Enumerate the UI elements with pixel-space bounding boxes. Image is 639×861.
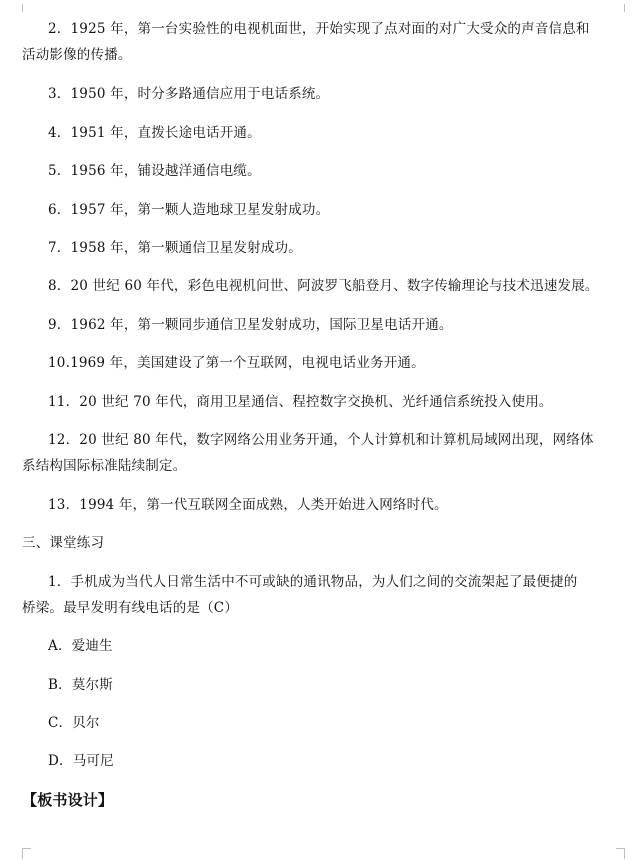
history-item-5: 5．1956 年，铺设越洋通信电缆。 bbox=[48, 163, 261, 179]
history-item-11: 11．20 世纪 70 年代，商用卫星通信、程控数字交换机、光纤通信系统投入使用。 bbox=[48, 394, 553, 410]
history-item-12: 12．20 世纪 80 年代，数字网络公用业务开通，个人计算机和计算机局域网出现，网络体 bbox=[48, 432, 594, 448]
history-item-3: 3．1950 年，时分多路通信应用于电话系统。 bbox=[48, 86, 330, 102]
history-item-4: 4．1951 年，直拨长途电话开通。 bbox=[48, 125, 261, 141]
page-corner-mark bbox=[22, 848, 31, 859]
history-item-13: 13．1994 年，第一代互联网全面成熟，人类开始进入网络时代。 bbox=[48, 497, 448, 513]
history-item-2: 2．1925 年，第一台实验性的电视机面世，开始实现了点对面的对广大受众的声音信息和 bbox=[48, 21, 590, 37]
section-title: 三、课堂练习 bbox=[22, 535, 105, 551]
page-corner-mark bbox=[616, 4, 625, 12]
option-c: C．贝尔 bbox=[48, 715, 100, 731]
page-corner-mark bbox=[22, 4, 31, 12]
history-item-10: 10.1969 年，美国建设了第一个互联网，电视电话业务开通。 bbox=[48, 355, 425, 371]
option-a: A．爱迪生 bbox=[48, 638, 113, 654]
history-item-9: 9．1962 年，第一颗同步通信卫星发射成功，国际卫星电话开通。 bbox=[48, 317, 453, 333]
question-text-cont: 桥梁。最早发明有线电话的是（C） bbox=[22, 600, 239, 616]
history-item-6: 6．1957 年，第一颗人造地球卫星发射成功。 bbox=[48, 202, 330, 218]
history-item-12-cont: 系结构国际标准陆续制定。 bbox=[22, 458, 187, 474]
question-text: 1．手机成为当代人日常生活中不可或缺的通讯物品，为人们之间的交流架起了最便捷的 bbox=[48, 574, 578, 590]
board-design-heading: 【板书设计】 bbox=[22, 791, 114, 809]
history-item-7: 7．1958 年，第一颗通信卫星发射成功。 bbox=[48, 240, 302, 256]
history-item-2-cont: 活动影像的传播。 bbox=[22, 47, 132, 63]
page-corner-mark bbox=[616, 848, 625, 859]
option-b: B．莫尔斯 bbox=[48, 677, 113, 693]
history-item-8: 8．20 世纪 60 年代，彩色电视机问世、阿波罗飞船登月、数字传输理论与技术迅速发展。 bbox=[48, 278, 599, 294]
option-d: D．马可尼 bbox=[48, 753, 114, 769]
